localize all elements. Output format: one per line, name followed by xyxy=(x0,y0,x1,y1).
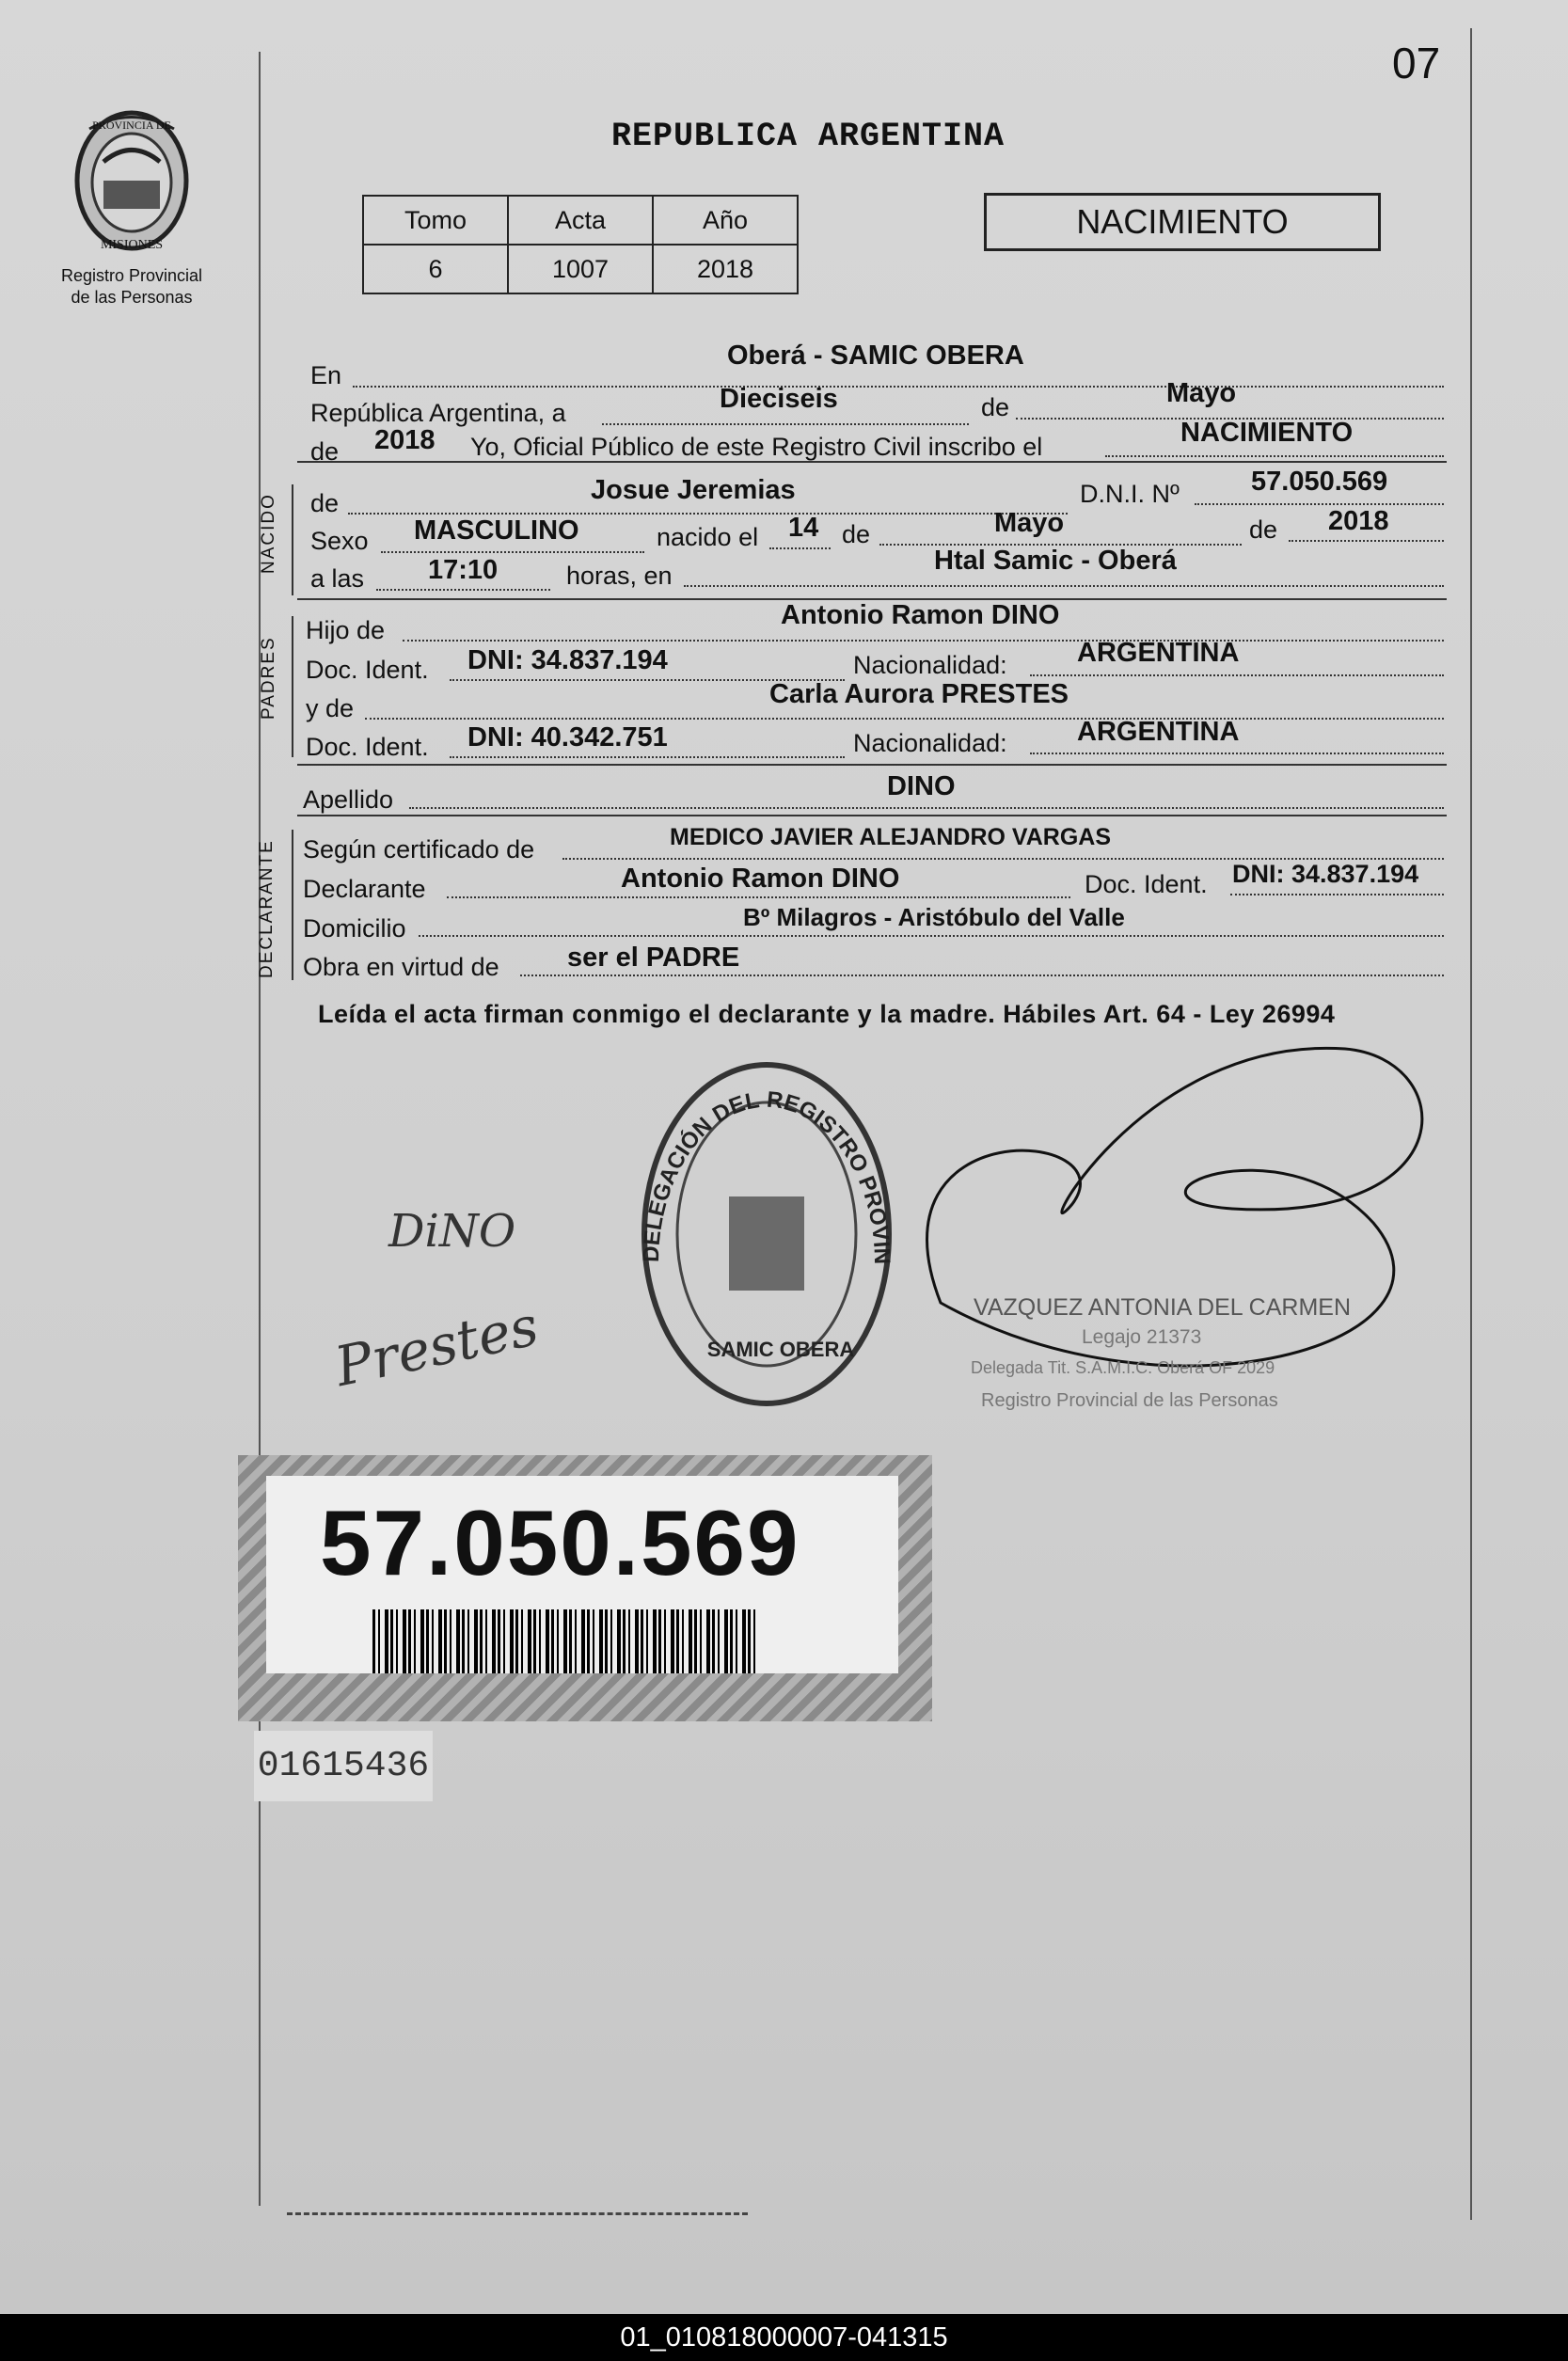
declarante-value: Antonio Ramon DINO xyxy=(621,864,900,894)
svg-text:DELEGACIÓN DEL REGISTRO PROVIN: DELEGACIÓN DEL REGISTRO PROVIN xyxy=(638,1086,895,1265)
sexo-value: MASCULINO xyxy=(414,515,579,546)
tomo-value: 6 xyxy=(363,245,508,293)
country-title: REPUBLICA ARGENTINA xyxy=(611,118,1006,155)
nacido-de-label2: de xyxy=(842,520,871,548)
anio-value: 2018 xyxy=(653,245,798,293)
republica-label: República Argentina, a xyxy=(310,399,566,427)
birth-place: Htal Samic - Oberá xyxy=(934,546,1177,576)
certificado-value: MEDICO JAVIER ALEJANDRO VARGAS xyxy=(670,824,1112,850)
obra-value: ser el PADRE xyxy=(567,943,740,973)
mother-doc: DNI: 40.342.751 xyxy=(467,722,668,753)
en-label: En xyxy=(310,361,342,389)
nacido-section-label: NACIDO xyxy=(259,493,278,574)
statement-text: Yo, Oficial Público de este Registro Civil inscribo el xyxy=(470,433,1043,461)
declarante-label: Declarante xyxy=(303,875,426,903)
apellido-value: DINO xyxy=(887,771,956,801)
father-doc: DNI: 34.837.194 xyxy=(467,645,668,675)
registry-name-line2: de las Personas xyxy=(71,288,193,307)
barcode-bars xyxy=(372,1609,758,1673)
obra-label: Obra en virtud de xyxy=(303,953,499,981)
sexo-label: Sexo xyxy=(310,527,369,555)
signature-dino xyxy=(384,1195,525,1275)
svg-text:PROVINCIA DE: PROVINCIA DE xyxy=(92,119,171,132)
acta-header: Acta xyxy=(508,196,653,245)
record-table xyxy=(362,195,799,294)
serial-number: 01615436 xyxy=(254,1731,433,1801)
official-legajo: Legajo 21373 xyxy=(1082,1326,1202,1348)
declarante-doc: DNI: 34.837.194 xyxy=(1232,860,1419,888)
official-registry: Registro Provincial de las Personas xyxy=(981,1390,1278,1411)
father-nationality-label: Nacionalidad: xyxy=(853,651,1007,679)
tomo-header: Tomo xyxy=(363,196,508,245)
domicilio-value: Bº Milagros - Aristóbulo del Valle xyxy=(743,903,1125,931)
nacido-de-label: de xyxy=(310,489,340,517)
certificado-label: Según certificado de xyxy=(303,835,535,864)
mother-doc-label: Doc. Ident. xyxy=(306,733,429,761)
svg-text:SAMIC OBERA: SAMIC OBERA xyxy=(706,1338,855,1361)
hijo-de-label: Hijo de xyxy=(306,616,386,644)
right-margin-line xyxy=(1470,28,1472,2220)
birth-month: Mayo xyxy=(994,508,1065,538)
province-logo xyxy=(71,105,193,261)
official-name: VAZQUEZ ANTONIA DEL CARMEN xyxy=(974,1294,1352,1321)
de-label: de xyxy=(981,393,1010,421)
domicilio-label: Domicilio xyxy=(303,914,406,943)
mother-name: Carla Aurora PRESTES xyxy=(769,679,1069,709)
svg-text:MISIONES: MISIONES xyxy=(100,238,164,252)
nacido-el-label: nacido el xyxy=(657,523,759,551)
record-type-box: NACIMIENTO xyxy=(984,193,1381,251)
official-title: Delegada Tit. S.A.M.I.C. Oberá OF 2029 xyxy=(971,1358,1275,1377)
apellido-label: Apellido xyxy=(303,785,394,814)
child-dni: 57.050.569 xyxy=(1251,467,1388,497)
padres-section-label: PADRES xyxy=(259,636,278,720)
closing-text: Leída el acta firman conmigo el declarante y la madre. Hábiles Art. 64 - Ley 26994 xyxy=(318,1000,1336,1028)
birth-time: 17:10 xyxy=(428,555,499,585)
father-doc-label: Doc. Ident. xyxy=(306,656,429,684)
barcode-number: 57.050.569 xyxy=(320,1491,800,1594)
dni-label: D.N.I. Nº xyxy=(1080,480,1180,508)
place-value: Oberá - SAMIC OBERA xyxy=(727,341,1024,371)
signature-prestes xyxy=(329,1289,574,1406)
birth-day: 14 xyxy=(788,513,819,543)
declarante-section-label: DECLARANTE xyxy=(257,839,277,978)
nacido-de-label3: de xyxy=(1249,515,1278,544)
year-value: 2018 xyxy=(374,425,436,455)
registry-name-line1: Registro Provincial xyxy=(60,266,203,285)
left-margin-line xyxy=(259,52,261,2206)
month-value: Mayo xyxy=(1166,378,1237,408)
footer-id: 01_010818000007-041315 xyxy=(0,2314,1568,2361)
anio-header: Año xyxy=(653,196,798,245)
bottom-dashes xyxy=(287,2212,748,2215)
barcode-sticker xyxy=(238,1455,932,1721)
horas-en-label: horas, en xyxy=(566,562,673,590)
day-value: Dieciseis xyxy=(720,384,838,414)
de2-label: de xyxy=(310,437,340,466)
mother-nationality-label: Nacionalidad: xyxy=(853,729,1007,757)
acta-value: 1007 xyxy=(508,245,653,293)
father-nationality: ARGENTINA xyxy=(1077,638,1240,668)
father-name: Antonio Ramon DINO xyxy=(781,600,1060,630)
mother-nationality: ARGENTINA xyxy=(1077,717,1240,747)
y-de-label: y de xyxy=(306,694,355,722)
page-number: 07 xyxy=(1392,39,1441,87)
svg-text:DiNO: DiNO xyxy=(388,1205,516,1258)
declarante-doc-label: Doc. Ident. xyxy=(1085,870,1208,898)
event-value: NACIMIENTO xyxy=(1180,418,1354,448)
a-las-label: a las xyxy=(310,564,365,593)
birth-year: 2018 xyxy=(1328,506,1389,536)
svg-text:Prestes: Prestes xyxy=(329,1293,545,1400)
child-name: Josue Jeremias xyxy=(591,475,796,505)
